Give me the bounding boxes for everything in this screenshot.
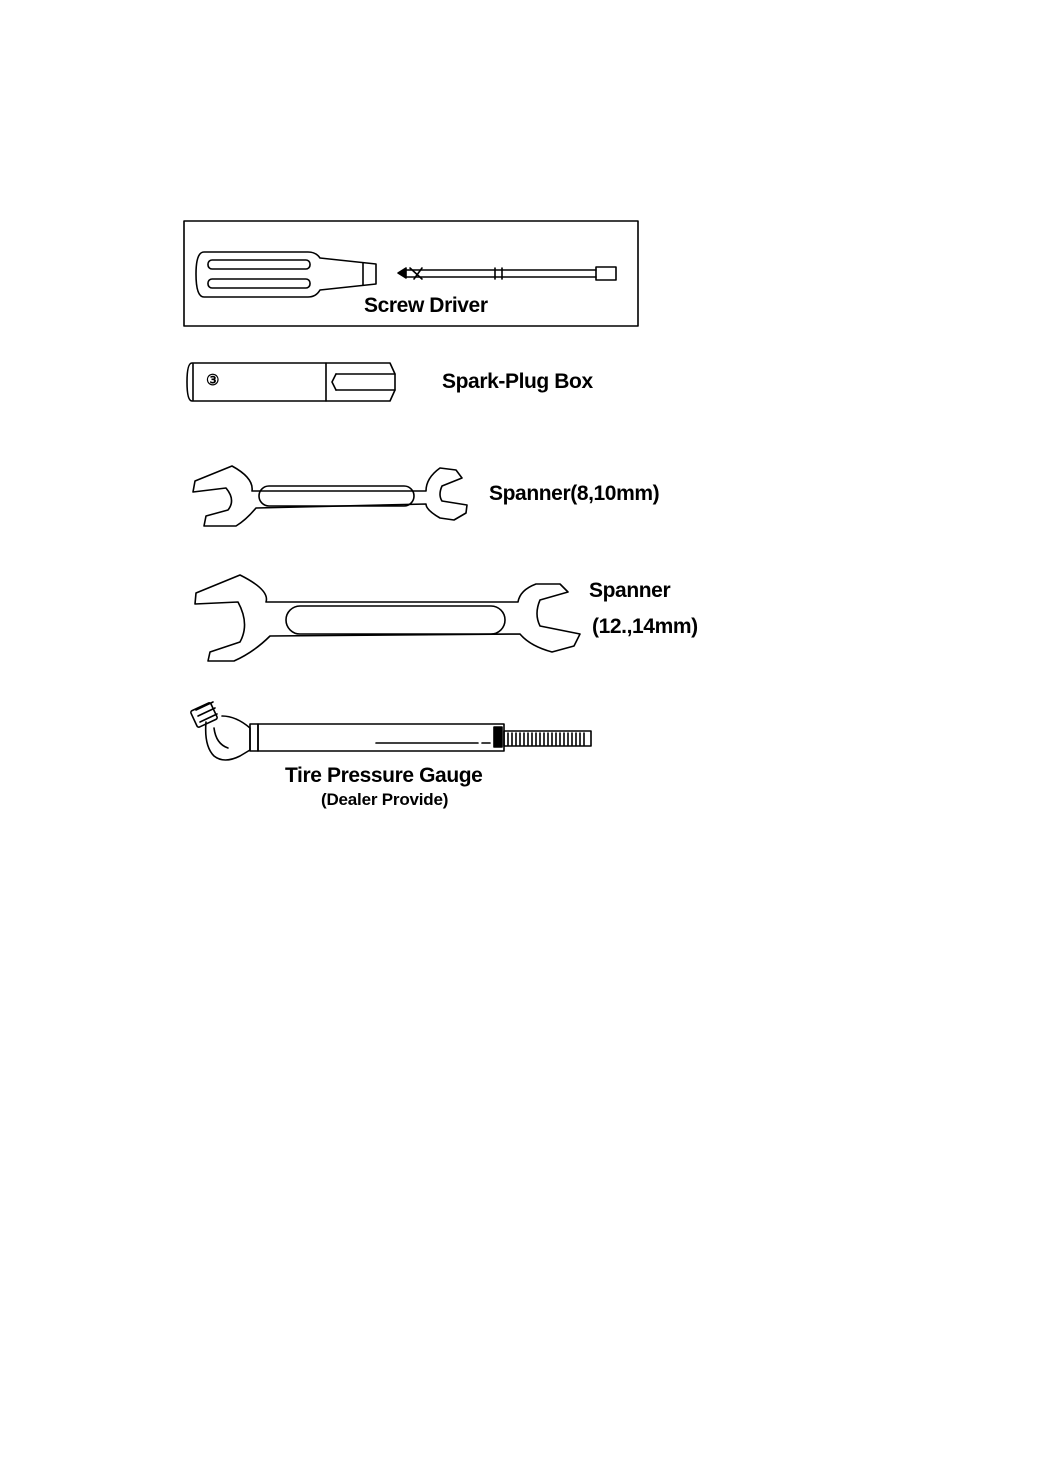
screwdriver-bit-icon	[398, 267, 616, 280]
tire-pressure-gauge-icon	[190, 702, 591, 760]
tire-pressure-gauge-label: Tire Pressure Gauge	[285, 764, 483, 787]
spark-plug-size-mark: ③	[206, 372, 220, 389]
spanner-small-icon	[193, 466, 467, 526]
spark-plug-box-label: Spark-Plug Box	[442, 370, 593, 393]
spanner-large-size-label: (12.,14mm)	[592, 615, 698, 638]
tire-pressure-gauge-note: (Dealer Provide)	[321, 790, 449, 809]
spanner-small-label: Spanner(8,10mm)	[489, 482, 660, 505]
screwdriver-handle-icon	[196, 252, 376, 297]
screw-driver-label: Screw Driver	[364, 294, 488, 317]
spanner-large-label: Spanner	[589, 579, 671, 602]
spanner-large-icon	[195, 575, 580, 661]
